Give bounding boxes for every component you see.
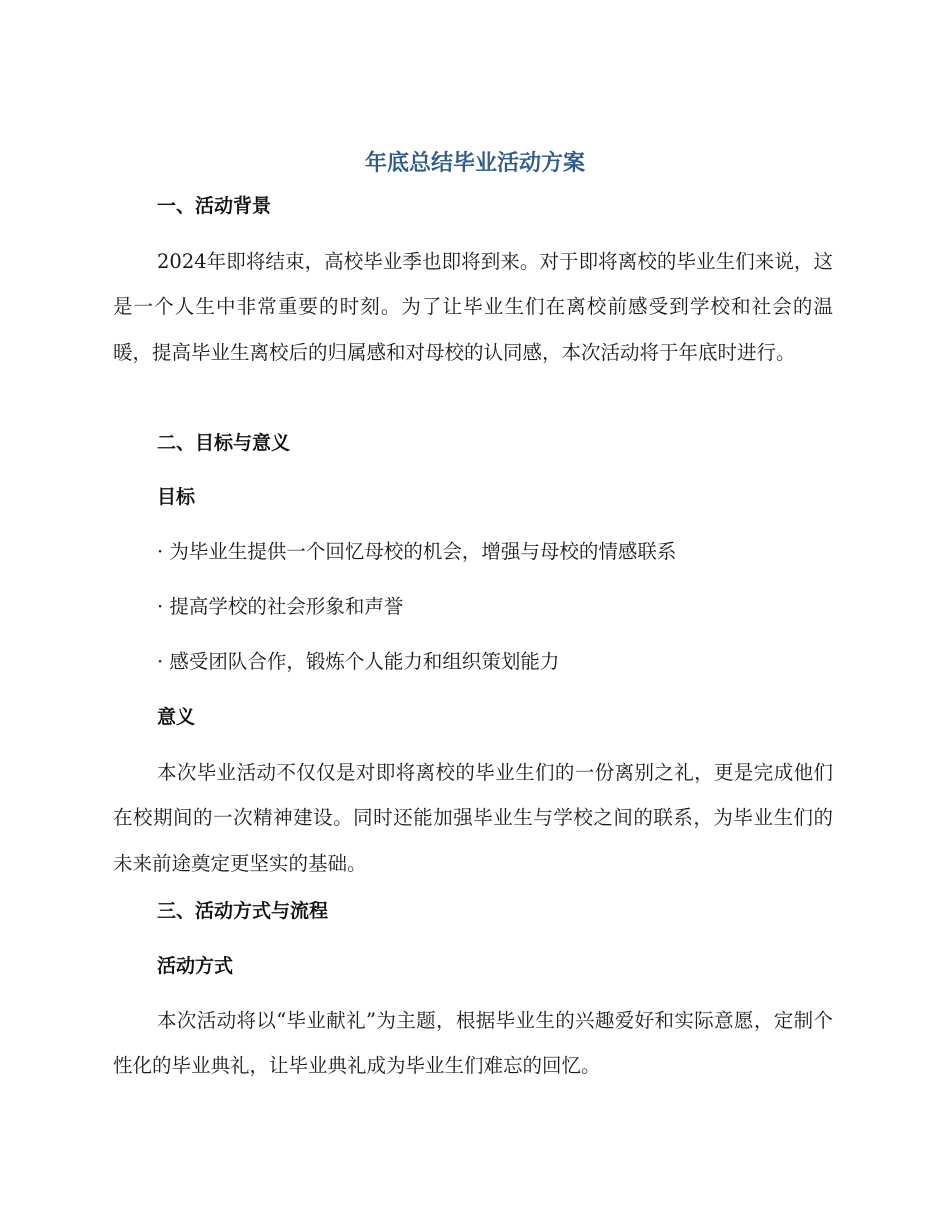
subheading-method: 活动方式 <box>157 955 234 977</box>
background-paragraph: 2024年即将结束，高校毕业季也即将到来。对于即将离校的毕业生们来说，这是一个人生中非常重要的时刻。为了让毕业生们在离校前感受到学校和社会的温暖，提高毕业生离校后的归属感和对母校的认同感，本次活动将于年底时进行。 <box>113 250 833 364</box>
section-heading-background: 一、活动背景 <box>157 195 272 217</box>
subheading-goal: 目标 <box>157 486 196 508</box>
section-heading-goals-meaning: 二、目标与意义 <box>157 432 291 454</box>
meaning-paragraph: 本次毕业活动不仅仅是对即将离校的毕业生们的一份离别之礼，更是完成他们在校期间的一次精神建设。同时还能加强毕业生与学校之间的联系，为毕业生们的未来前途奠定更坚实的基础。 <box>113 761 833 875</box>
method-paragraph: 本次活动将以“毕业献礼”为主题，根据毕业生的兴趣爱好和实际意愿，定制个性化的毕业典礼，让毕业典礼成为毕业生们难忘的回忆。 <box>113 1009 833 1078</box>
goal-item-1: · 为毕业生提供一个回忆母校的机会，增强与母校的情感联系 <box>157 540 677 563</box>
subheading-meaning: 意义 <box>157 706 196 728</box>
section-heading-method-process: 三、活动方式与流程 <box>157 900 329 922</box>
goal-item-2: · 提高学校的社会形象和声誉 <box>157 595 404 618</box>
document-title: 年底总结毕业活动方案 <box>364 151 585 176</box>
goal-item-3: · 感受团队合作，锻炼个人能力和组织策划能力 <box>157 650 560 673</box>
